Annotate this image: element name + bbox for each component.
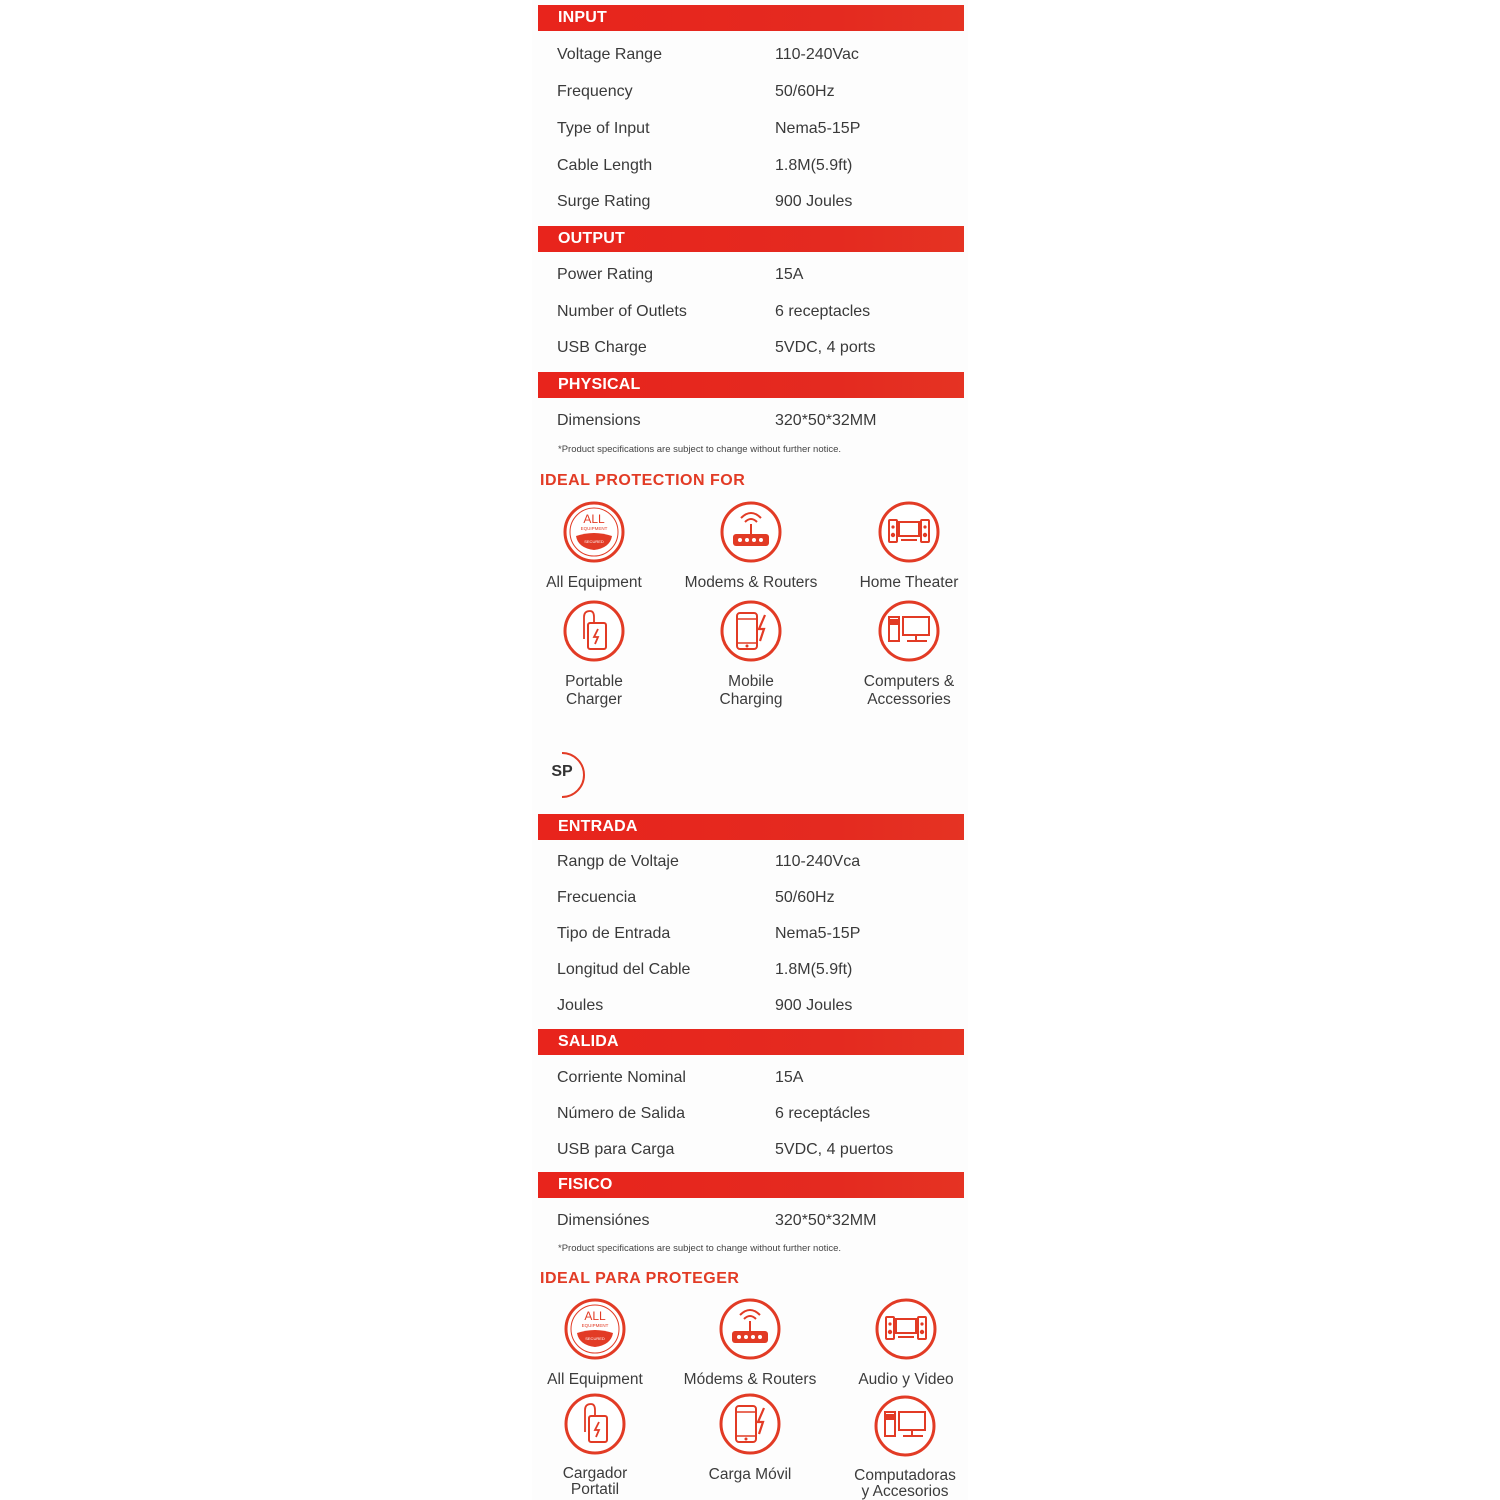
spec-sheet bbox=[532, 0, 968, 1500]
spec-row bbox=[557, 82, 957, 102]
spec-label: Frecuencia bbox=[557, 889, 637, 906]
section-header-entrada: ENTRADA bbox=[538, 814, 964, 840]
all-equipment-icon bbox=[562, 500, 626, 564]
spec-row bbox=[557, 265, 957, 285]
protection-item bbox=[826, 1297, 986, 1389]
protection-item-label: Computers & Accessories bbox=[863, 673, 955, 708]
svg-text:EQUIPMENT: EQUIPMENT bbox=[581, 1323, 609, 1328]
spec-label: Type of Input bbox=[557, 120, 650, 137]
spec-row bbox=[557, 338, 957, 358]
spec-row bbox=[557, 302, 957, 322]
router-icon bbox=[718, 1297, 782, 1361]
spec-row bbox=[557, 960, 957, 980]
spec-label: Number of Outlets bbox=[557, 303, 687, 320]
spec-label: Dimensiónes bbox=[557, 1212, 650, 1229]
spec-row bbox=[557, 1140, 957, 1160]
protection-item bbox=[829, 599, 989, 709]
spec-value: 320*50*32MM bbox=[775, 412, 877, 429]
ideal-protection-title: IDEAL PROTECTION FOR bbox=[540, 472, 746, 489]
spec-label: Dimensions bbox=[557, 412, 641, 429]
svg-text:ALL: ALL bbox=[584, 1309, 606, 1323]
protection-item bbox=[829, 500, 989, 592]
spec-value: 50/60Hz bbox=[775, 83, 835, 100]
section-header-salida: SALIDA bbox=[538, 1029, 964, 1055]
protection-item bbox=[671, 599, 831, 709]
spec-value: 1.8M(5.9ft) bbox=[775, 961, 853, 978]
language-badge-label: SP bbox=[551, 763, 573, 780]
spec-value: Nema5-15P bbox=[775, 925, 861, 942]
spec-row bbox=[557, 888, 957, 908]
ideal-protection-title: IDEAL PARA PROTEGER bbox=[540, 1270, 740, 1287]
protection-item bbox=[514, 599, 674, 709]
protection-item-label: Home Theater bbox=[859, 574, 959, 591]
spec-row bbox=[557, 1211, 957, 1231]
spec-row bbox=[557, 996, 957, 1016]
spec-row bbox=[557, 192, 957, 212]
spec-value: 50/60Hz bbox=[775, 889, 835, 906]
section-header-physical: PHYSICAL bbox=[538, 372, 964, 398]
spec-label: Corriente Nominal bbox=[557, 1069, 686, 1086]
computer-icon bbox=[873, 1394, 937, 1458]
protection-item-label: Cargador Portatil bbox=[562, 1465, 628, 1498]
spec-row bbox=[557, 119, 957, 139]
disclaimer-note: *Product specifications are subject to change without further notice. bbox=[558, 1243, 842, 1254]
spec-label: Surge Rating bbox=[557, 193, 651, 210]
portable-charger-icon bbox=[563, 1392, 627, 1456]
protection-item bbox=[515, 1297, 675, 1389]
svg-text:EQUIPMENT: EQUIPMENT bbox=[580, 526, 608, 531]
language-badge bbox=[542, 751, 586, 795]
spec-value: 110-240Vca bbox=[775, 853, 861, 870]
router-icon bbox=[719, 500, 783, 564]
spec-label: USB Charge bbox=[557, 339, 647, 356]
spec-label: USB para Carga bbox=[557, 1141, 675, 1158]
spec-value: Nema5-15P bbox=[775, 120, 861, 137]
protection-item-label: Portable Charger bbox=[565, 673, 623, 708]
spec-row bbox=[557, 852, 957, 872]
spec-label: Cable Length bbox=[557, 157, 653, 174]
protection-item-label: Mobile Charging bbox=[719, 673, 783, 708]
protection-item-label: Audio y Video bbox=[858, 1371, 954, 1388]
spec-label: Tipo de Entrada bbox=[557, 925, 671, 942]
protection-item bbox=[671, 500, 831, 592]
spec-label: Número de Salida bbox=[557, 1105, 686, 1122]
spec-value: 15A bbox=[775, 1069, 804, 1086]
spec-value: 15A bbox=[775, 266, 804, 283]
spec-label: Rangp de Voltaje bbox=[557, 853, 679, 870]
mobile-charging-icon bbox=[719, 599, 783, 663]
all-equipment-icon bbox=[563, 1297, 627, 1361]
spec-label: Joules bbox=[557, 997, 604, 1014]
spec-label: Longitud del Cable bbox=[557, 961, 691, 978]
spec-value: 1.8M(5.9ft) bbox=[775, 157, 853, 174]
portable-charger-icon bbox=[562, 599, 626, 663]
spec-label: Power Rating bbox=[557, 266, 654, 283]
spec-row bbox=[557, 924, 957, 944]
protection-item-label: All Equipment bbox=[546, 574, 642, 591]
protection-item-label: Módems & Routers bbox=[683, 1371, 817, 1388]
spec-value: 320*50*32MM bbox=[775, 1212, 877, 1229]
home-theater-icon bbox=[877, 500, 941, 564]
protection-item-label: Computadoras y Accesorios bbox=[854, 1467, 956, 1500]
disclaimer-note: *Product specifications are subject to change without further notice. bbox=[558, 444, 842, 455]
spec-value: 6 receptacles bbox=[775, 303, 871, 320]
spec-row bbox=[557, 156, 957, 176]
protection-item-label: Modems & Routers bbox=[684, 574, 818, 591]
protection-item bbox=[670, 1297, 830, 1389]
spec-value: 5VDC, 4 ports bbox=[775, 339, 876, 356]
section-header-input: INPUT bbox=[538, 5, 964, 31]
svg-text:SECURED: SECURED bbox=[584, 539, 604, 544]
spec-row bbox=[557, 411, 957, 431]
spec-row bbox=[557, 45, 957, 65]
protection-item bbox=[825, 1394, 985, 1500]
svg-text:ALL: ALL bbox=[583, 512, 605, 526]
spec-value: 110-240Vac bbox=[775, 46, 859, 63]
spec-label: Voltage Range bbox=[557, 46, 662, 63]
computer-icon bbox=[877, 599, 941, 663]
mobile-charging-icon bbox=[718, 1392, 782, 1456]
protection-item bbox=[514, 500, 674, 592]
spec-row bbox=[557, 1068, 957, 1088]
home-theater-icon bbox=[874, 1297, 938, 1361]
spec-value: 5VDC, 4 puertos bbox=[775, 1141, 894, 1158]
protection-item-label: All Equipment bbox=[547, 1371, 643, 1388]
spec-value: 900 Joules bbox=[775, 193, 853, 210]
protection-item bbox=[515, 1392, 675, 1498]
spec-value: 6 receptácles bbox=[775, 1105, 871, 1122]
section-header-fisico: FISICO bbox=[538, 1172, 964, 1198]
spec-row bbox=[557, 1104, 957, 1124]
svg-text:SECURED: SECURED bbox=[585, 1336, 605, 1341]
spec-value: 900 Joules bbox=[775, 997, 853, 1014]
protection-item-label: Carga Móvil bbox=[708, 1466, 792, 1483]
spec-label: Frequency bbox=[557, 83, 633, 100]
protection-item bbox=[670, 1392, 830, 1484]
section-header-output: OUTPUT bbox=[538, 226, 964, 252]
